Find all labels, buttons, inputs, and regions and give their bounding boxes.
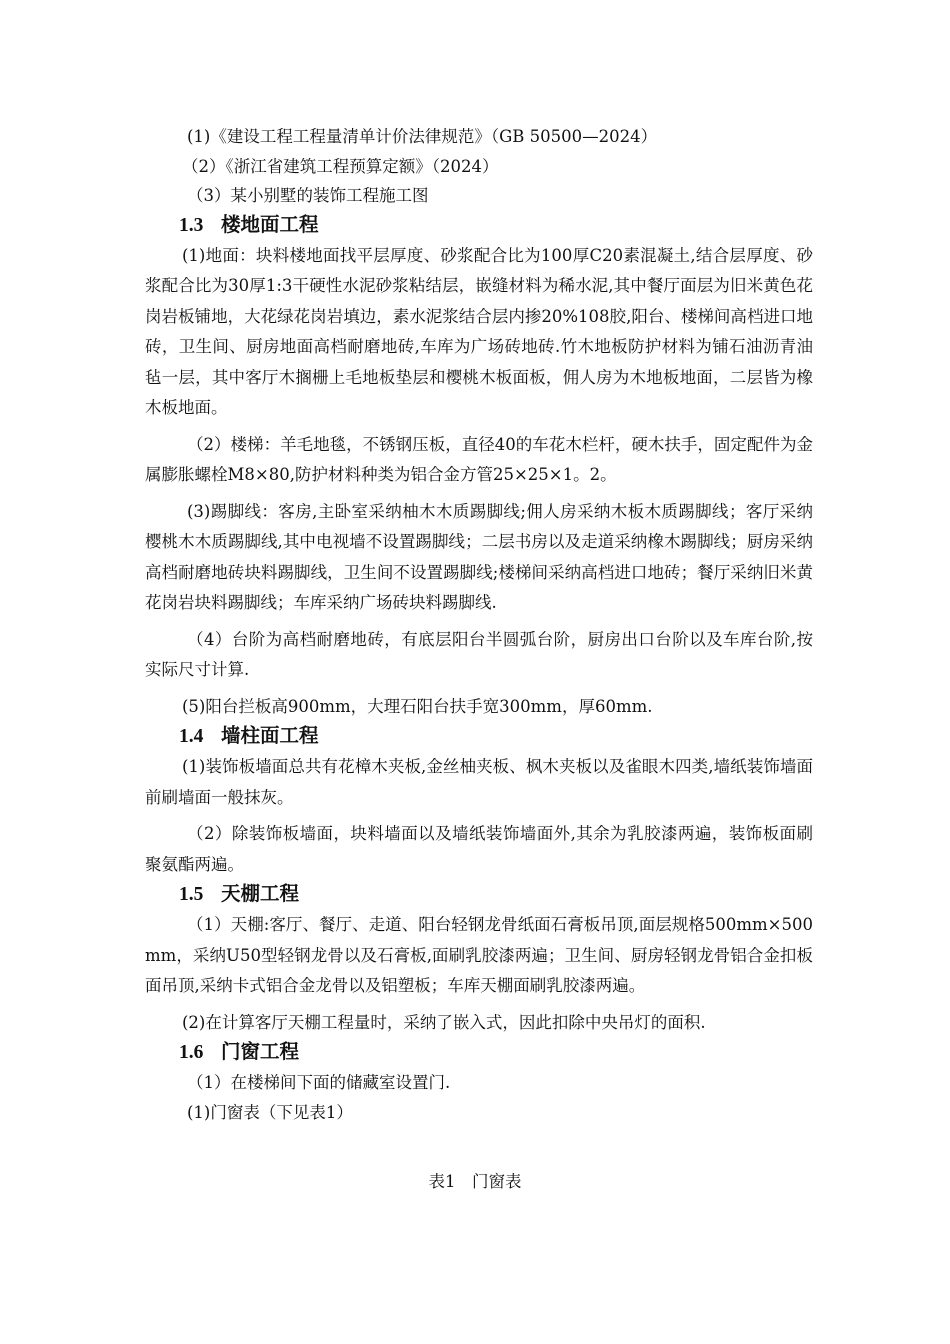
section-heading — [145, 722, 813, 752]
section-title: 墙柱面工程 — [221, 726, 319, 747]
section-title: 楼地面工程 — [221, 214, 319, 236]
paragraph: (1)地面：块料楼地面找平层厚度、砂浆配合比为100厚C20素混凝土,结合层厚度、砂浆配合比为30厚1:3干硬性水泥砂浆粘结层，嵌缝材料为稀水泥,其中餐厅面层为旧米黄色花岗岩板铺地，大花绿花岗岩填边，素水泥浆结合层内掺20%108胶,阳台、楼梯间高档进口地砖，卫生间、厨房地面高档耐磨地砖,车库为广场砖地砖.竹木地板防护材料为铺石油沥青油毡一层，其中客厅木搁栅上毛地板垫层和樱桃木板面板，佣人房为木地板地面，二层皆为橡木板地面。 — [145, 245, 813, 417]
section-number: 1.6 — [179, 1042, 204, 1063]
section-heading — [145, 880, 813, 910]
paragraph: (3)踢脚线：客房,主卧室采纳柚木木质踢脚线;佣人房采纳木板木质踢脚线；客厅采纳樱桃木木质踢脚线,其中电视墙不设置踢脚线；二层书房以及走道采纳橡木踢脚线；厨房采纳高档耐磨地砖块料踢脚线，卫生间不设置踢脚线;楼梯间采纳高档进口地砖；餐厅采纳旧米黄花岗岩块料踢脚线；车库采纳广场砖块料踢脚线. — [145, 501, 813, 612]
paragraph: (1)门窗表（下见表1） — [187, 1102, 353, 1122]
paragraph: (1)装饰板墙面总共有花樟木夹板,金丝柚夹板、枫木夹板以及雀眼木四类,墙纸装饰墙面前刷墙面一般抹灰。 — [145, 757, 813, 807]
reference-item: (1)《建设工程工程量清单计价法律规范》（GB 50500—2024） — [187, 127, 658, 146]
paragraph: (2)在计算客厅天棚工程量时，采纳了嵌入式，因此扣除中央吊灯的面积. — [182, 1012, 706, 1032]
reference-item: （2）《浙江省建筑工程预算定额》（2024） — [182, 156, 499, 176]
paragraph: （1）在楼梯间下面的储藏室设置门. — [187, 1073, 451, 1092]
paragraph: （2）除装饰板墙面，块料墙面以及墙纸装饰墙面外,其余为乳胶漆两遍，装饰板面刷聚氨酯两遍。 — [145, 824, 813, 874]
paragraph: （2）楼梯：羊毛地毯，不锈钢压板，直径40的车花木栏杆，硬木扶手，固定配件为金属膨胀螺栓M8×80,防护材料种类为铝合金方管25×25×1。2。 — [145, 434, 813, 484]
section-heading — [145, 1038, 813, 1068]
document-body — [145, 122, 813, 1127]
paragraph: （1）天棚:客厅、餐厅、走道、阳台轻钢龙骨纸面石膏板吊顶,面层规格500mm×500mm，采纳U50型轻钢龙骨以及石膏板,面刷乳胶漆两遍；卫生间、厨房轻钢龙骨铝合金扣板面吊顶,采纳卡式铝合金龙骨以及铝塑板；车库天棚面刷乳胶漆两遍。 — [145, 915, 813, 995]
section-title: 门窗工程 — [221, 1042, 300, 1063]
section-number: 1.4 — [179, 726, 204, 747]
paragraph: (5)阳台拦板高900mm，大理石阳台扶手宽300mm，厚60mm. — [182, 696, 653, 716]
paragraph: （4）台阶为高档耐磨地砖，有底层阳台半圆弧台阶，厨房出口台阶以及车库台阶,按实际尺寸计算. — [145, 629, 813, 679]
section-number: 1.3 — [179, 214, 204, 236]
section-title: 天棚工程 — [221, 884, 300, 905]
table-caption: 表1 门窗表 — [428, 1172, 522, 1191]
section-number: 1.5 — [179, 884, 204, 905]
reference-item: （3）某小别墅的装饰工程施工图 — [187, 186, 429, 205]
section-heading — [145, 211, 813, 241]
